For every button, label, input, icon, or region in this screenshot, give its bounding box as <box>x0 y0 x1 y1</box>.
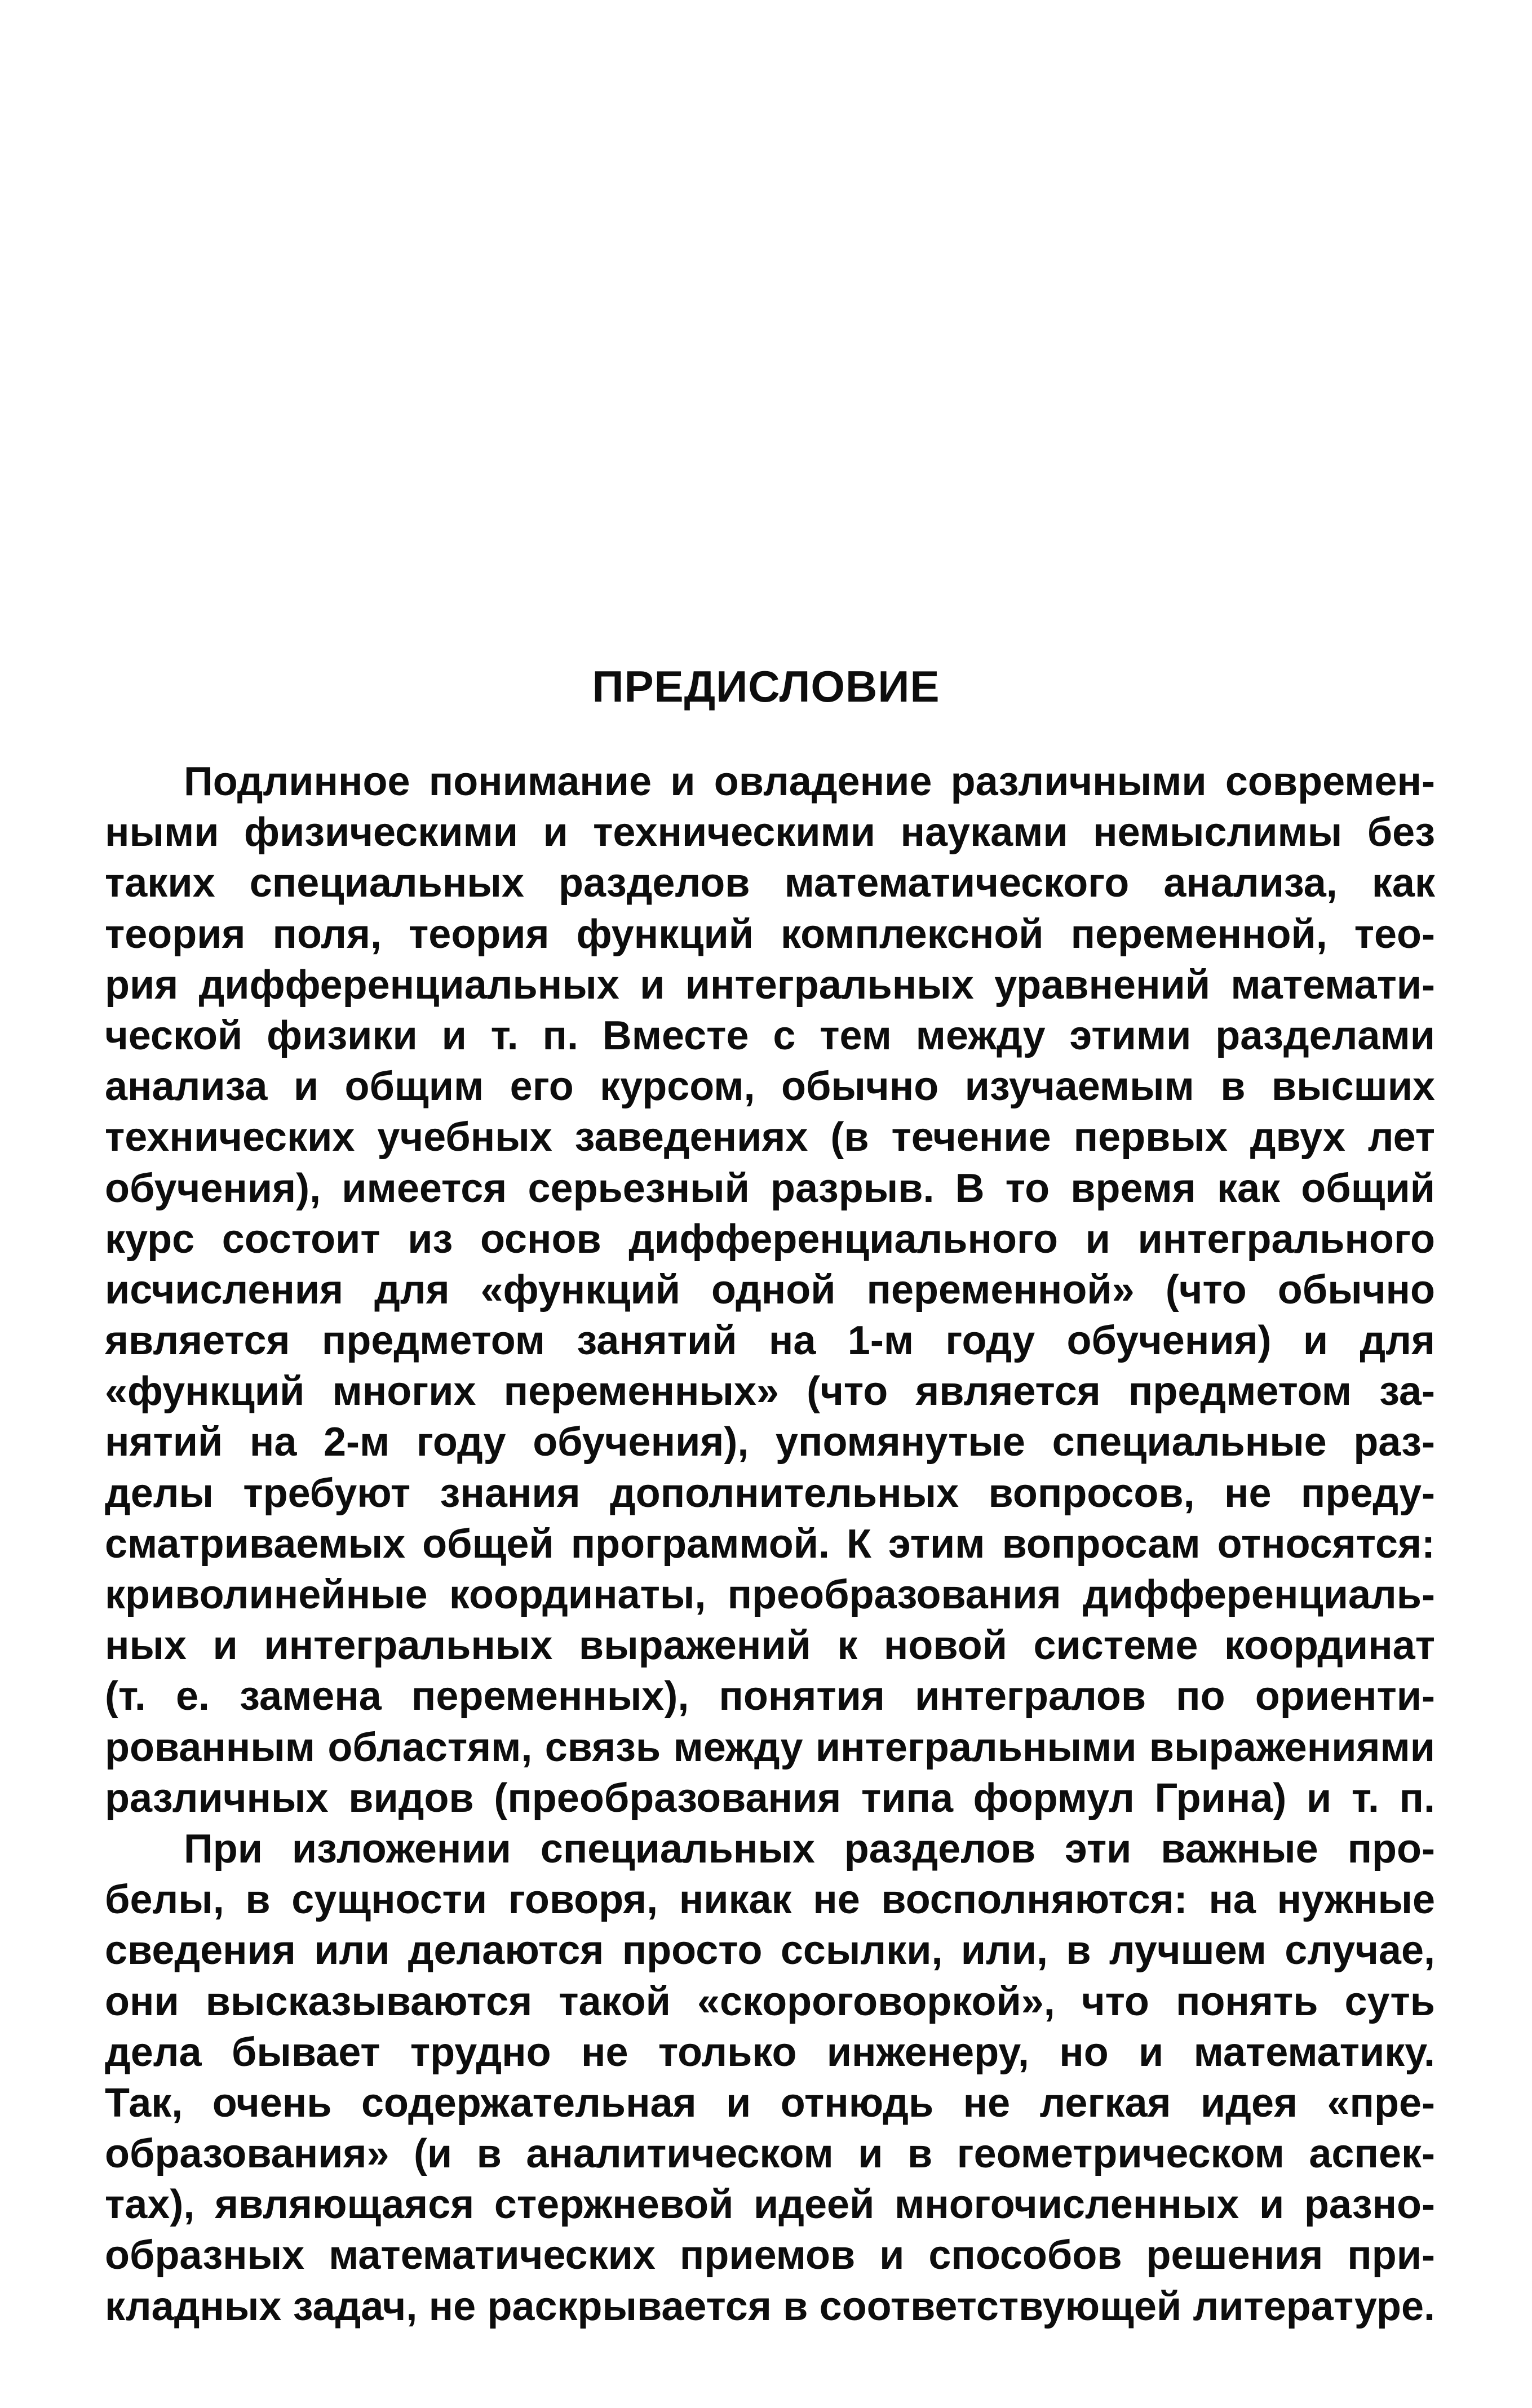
text-line: делы требуют знания дополнительных вопросов, не преду- <box>105 1470 1435 1516</box>
text-line: они высказываются такой «скороговоркой», что понять суть <box>105 1979 1435 2024</box>
text-line: ческой физики и т. п. Вместе с тем между этими разделами <box>105 1013 1435 1058</box>
text-line: рия дифференциальных и интегральных уравнений математи- <box>105 962 1435 1008</box>
text-line: криволинейные координаты, преобразования дифференциаль- <box>105 1572 1435 1617</box>
text-line: обучения), имеется серьезный разрыв. В то время как общий <box>105 1165 1435 1211</box>
text-line: белы, в сущности говоря, никак не восполняются: на нужные <box>105 1877 1435 1923</box>
text-line: различных видов (преобразования типа формул Грина) и т. п. <box>105 1775 1435 1821</box>
text-line: При изложении специальных разделов эти важные про- <box>184 1826 1435 1872</box>
text-line: сматриваемых общей программой. К этим вопросам относятся: <box>105 1521 1435 1567</box>
text-line: дела бывает трудно не только инженеру, но и математику. <box>105 2029 1435 2075</box>
text-line: ных и интегральных выражений к новой системе координат <box>105 1623 1435 1669</box>
text-line: сведения или делаются просто ссылки, или, в лучшем случае, <box>105 1928 1435 1974</box>
text-line: теория поля, теория функций комплексной переменной, тео- <box>105 911 1435 957</box>
text-line: нятий на 2-м году обучения), упомянутые специальные раз- <box>105 1420 1435 1465</box>
text-line: (т. е. замена переменных), понятия интегралов по ориенти- <box>105 1674 1435 1719</box>
page-title: ПРЕДИСЛОВИЕ <box>592 662 940 711</box>
text-line: образования» (и в аналитическом и в геометрическом аспек- <box>105 2131 1435 2177</box>
text-line: тах), являющаяся стержневой идеей многочисленных и разно- <box>105 2182 1435 2228</box>
text-line: ными физическими и техническими науками немыслимы без <box>105 810 1435 855</box>
text-line: кладных задач, не раскрывается в соответствующей литературе. <box>105 2283 1435 2329</box>
text-line: технических учебных заведениях (в течение первых двух лет <box>105 1115 1435 1160</box>
preface-text <box>105 756 1435 2332</box>
text-line: анализа и общим его курсом, обычно изучаемым в высших <box>105 1064 1435 1110</box>
text-line: исчисления для «функций одной переменной» (что обычно <box>105 1267 1435 1312</box>
text-line: Так, очень содержательная и отнюдь не легкая идея «пре- <box>105 2080 1435 2126</box>
text-line: курс состоит из основ дифференциального и интегрального <box>105 1216 1435 1262</box>
text-line: таких специальных разделов математического анализа, как <box>105 861 1435 906</box>
text-line: образных математических приемов и способов решения при- <box>105 2233 1435 2278</box>
text-line: является предметом занятий на 1-м году обучения) и для <box>105 1318 1435 1364</box>
text-line: «функций многих переменных» (что является предметом за- <box>105 1369 1435 1414</box>
text-line: Подлинное понимание и овладение различными современ- <box>184 759 1435 804</box>
text-line: рованным областям, связь между интегральными выражениями <box>105 1724 1435 1770</box>
